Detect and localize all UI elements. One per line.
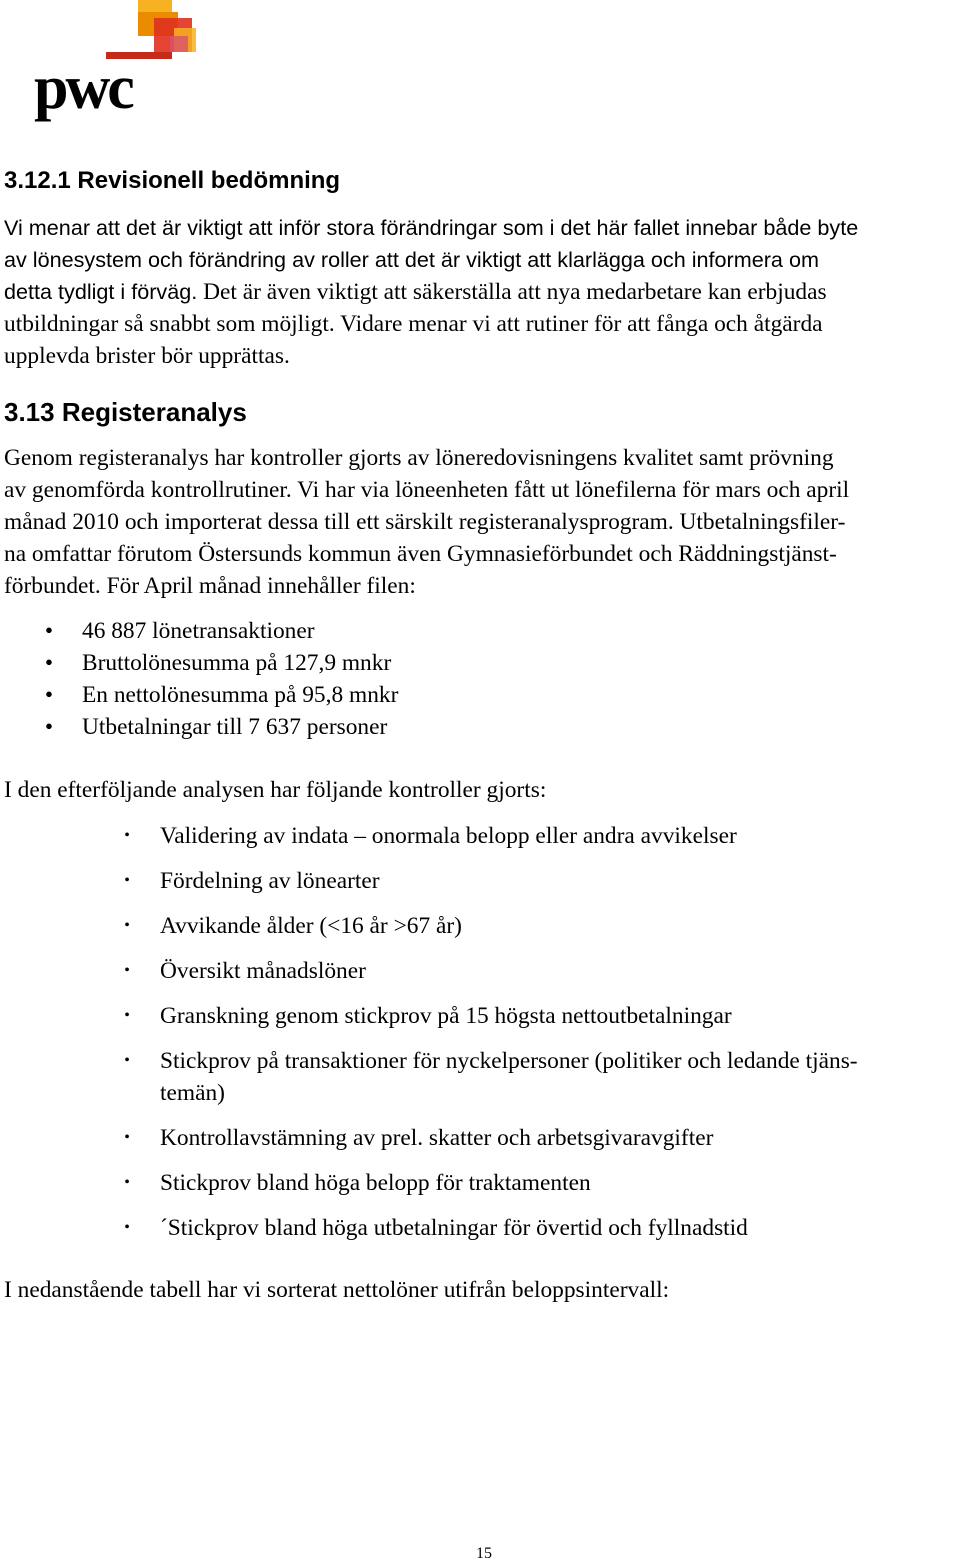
list-item-line: Granskning genom stickprov på 15 högsta nettoutbetalningar <box>160 1003 732 1029</box>
list-item-text: Bruttolönesumma på 127,9 mnkr <box>82 650 392 676</box>
list-item-line: Kontrollavstämning av prel. skatter och arbetsgivaravgifter <box>160 1125 714 1151</box>
pwc-logo-mark <box>34 0 196 124</box>
bullet-icon: • <box>124 1174 130 1191</box>
list-item <box>0 679 960 711</box>
bullet-icon: • <box>124 1219 130 1236</box>
list-item-line: temän) <box>160 1080 225 1106</box>
logo-wordmark: pwc <box>34 54 132 122</box>
bullet-icon: • <box>124 1129 130 1146</box>
file-contents-list <box>0 615 960 743</box>
list-item <box>0 820 960 852</box>
registeranalys-paragraph <box>4 443 960 603</box>
list-item-line: Validering av indata – onormala belopp eller andra avvikelser <box>160 823 737 849</box>
list-item <box>0 647 960 679</box>
paragraph-line: månad 2010 och importerat dessa till ett särskilt registeranalysprogram. Utbetalningsfiler- <box>4 508 846 535</box>
pwc-logo <box>34 0 196 124</box>
list-item <box>0 1000 960 1032</box>
bullet-icon: • <box>124 1052 130 1069</box>
paragraph-line <box>4 276 960 309</box>
list-item-line: Stickprov på transaktioner för nyckelpersoner (politiker och ledande tjäns- <box>160 1048 858 1074</box>
list-item-line: Fördelning av lönearter <box>160 868 380 894</box>
list-item-line: ´Stickprov bland höga utbetalningar för övertid och fyllnadstid <box>160 1215 748 1241</box>
list-item-text <box>160 1122 950 1154</box>
list-item-line: Översikt månadslöner <box>160 958 366 984</box>
controls-intro: I den efterföljande analysen har följande kontroller gjorts: <box>4 777 547 803</box>
table-intro: I nedanstående tabell har vi sorterat nettolöner utifrån beloppsintervall: <box>4 1277 670 1303</box>
bullet-icon: • <box>44 714 54 740</box>
bullet-icon: • <box>124 962 130 979</box>
paragraph-line: Genom registeranalys har kontroller gjorts av löneredovisningens kvalitet samt prövning <box>4 445 834 471</box>
list-item-text <box>160 955 950 987</box>
list-item-text <box>160 910 950 942</box>
logo-block-pink <box>170 36 188 52</box>
list-item-text <box>160 1000 950 1032</box>
bullet-icon: • <box>44 618 54 644</box>
list-item-text <box>160 865 950 897</box>
paragraph-line: Vi menar att det är viktigt att inför stora förändringar som i det här fallet innebar både byte <box>4 215 859 240</box>
list-item <box>0 955 960 987</box>
list-item <box>0 865 960 897</box>
list-item-text: En nettolönesumma på 95,8 mnkr <box>82 682 399 708</box>
list-item <box>0 910 960 942</box>
paragraph-fragment: Det är även viktigt att säkerställa att nya medarbetare kan erbjudas <box>197 278 827 305</box>
paragraph-fragment: detta tydligt i förväg. <box>4 278 198 304</box>
list-item-text <box>160 820 950 852</box>
list-item <box>0 1122 960 1154</box>
list-item-line: Stickprov bland höga belopp för traktamenten <box>160 1170 591 1196</box>
list-item-line: Avvikande ålder (<16 år >67 år) <box>160 913 462 939</box>
bullet-icon: • <box>124 827 130 844</box>
list-item-text <box>160 1045 950 1109</box>
bullet-icon: • <box>124 1007 130 1024</box>
list-item <box>0 1167 960 1199</box>
controls-list <box>0 820 960 1257</box>
list-item-text <box>160 1167 950 1199</box>
paragraph-line: av lönesystem och förändring av roller att det är viktigt att klarlägga och informera om <box>4 246 819 272</box>
paragraph-line: upplevda brister bör upprättas. <box>4 342 290 369</box>
list-item-text <box>160 1212 950 1244</box>
list-item <box>0 1212 960 1244</box>
list-item <box>0 615 960 647</box>
section-heading-registeranalys: 3.13 Registeranalys <box>4 397 247 427</box>
paragraph-line: av genomförda kontrollrutiner. Vi har via löneenheten fått ut lönefilerna för mars och april <box>4 476 850 503</box>
list-item <box>0 1045 960 1109</box>
paragraph-line: utbildningar så snabbt som möjligt. Vidare menar vi att rutiner för att fånga och åtgärda <box>4 310 823 337</box>
bullet-icon: • <box>124 917 130 934</box>
paragraph-line: na omfattar förutom Östersunds kommun även Gymnasieförbundet och Räddningstjänst- <box>4 540 837 567</box>
bullet-icon: • <box>44 682 54 708</box>
bullet-icon: • <box>44 650 54 676</box>
list-item-text: Utbetalningar till 7 637 personer <box>82 714 388 740</box>
list-item <box>0 711 960 743</box>
revisionell-bedomning-paragraph <box>4 212 960 373</box>
page-number: 15 <box>476 1545 492 1562</box>
paragraph-line: förbundet. För April månad innehåller filen: <box>4 572 416 599</box>
section-heading-revisionell-bedomning: 3.12.1 Revisionell bedömning <box>4 167 341 194</box>
bullet-icon: • <box>124 872 130 889</box>
list-item-text: 46 887 lönetransaktioner <box>82 618 315 644</box>
